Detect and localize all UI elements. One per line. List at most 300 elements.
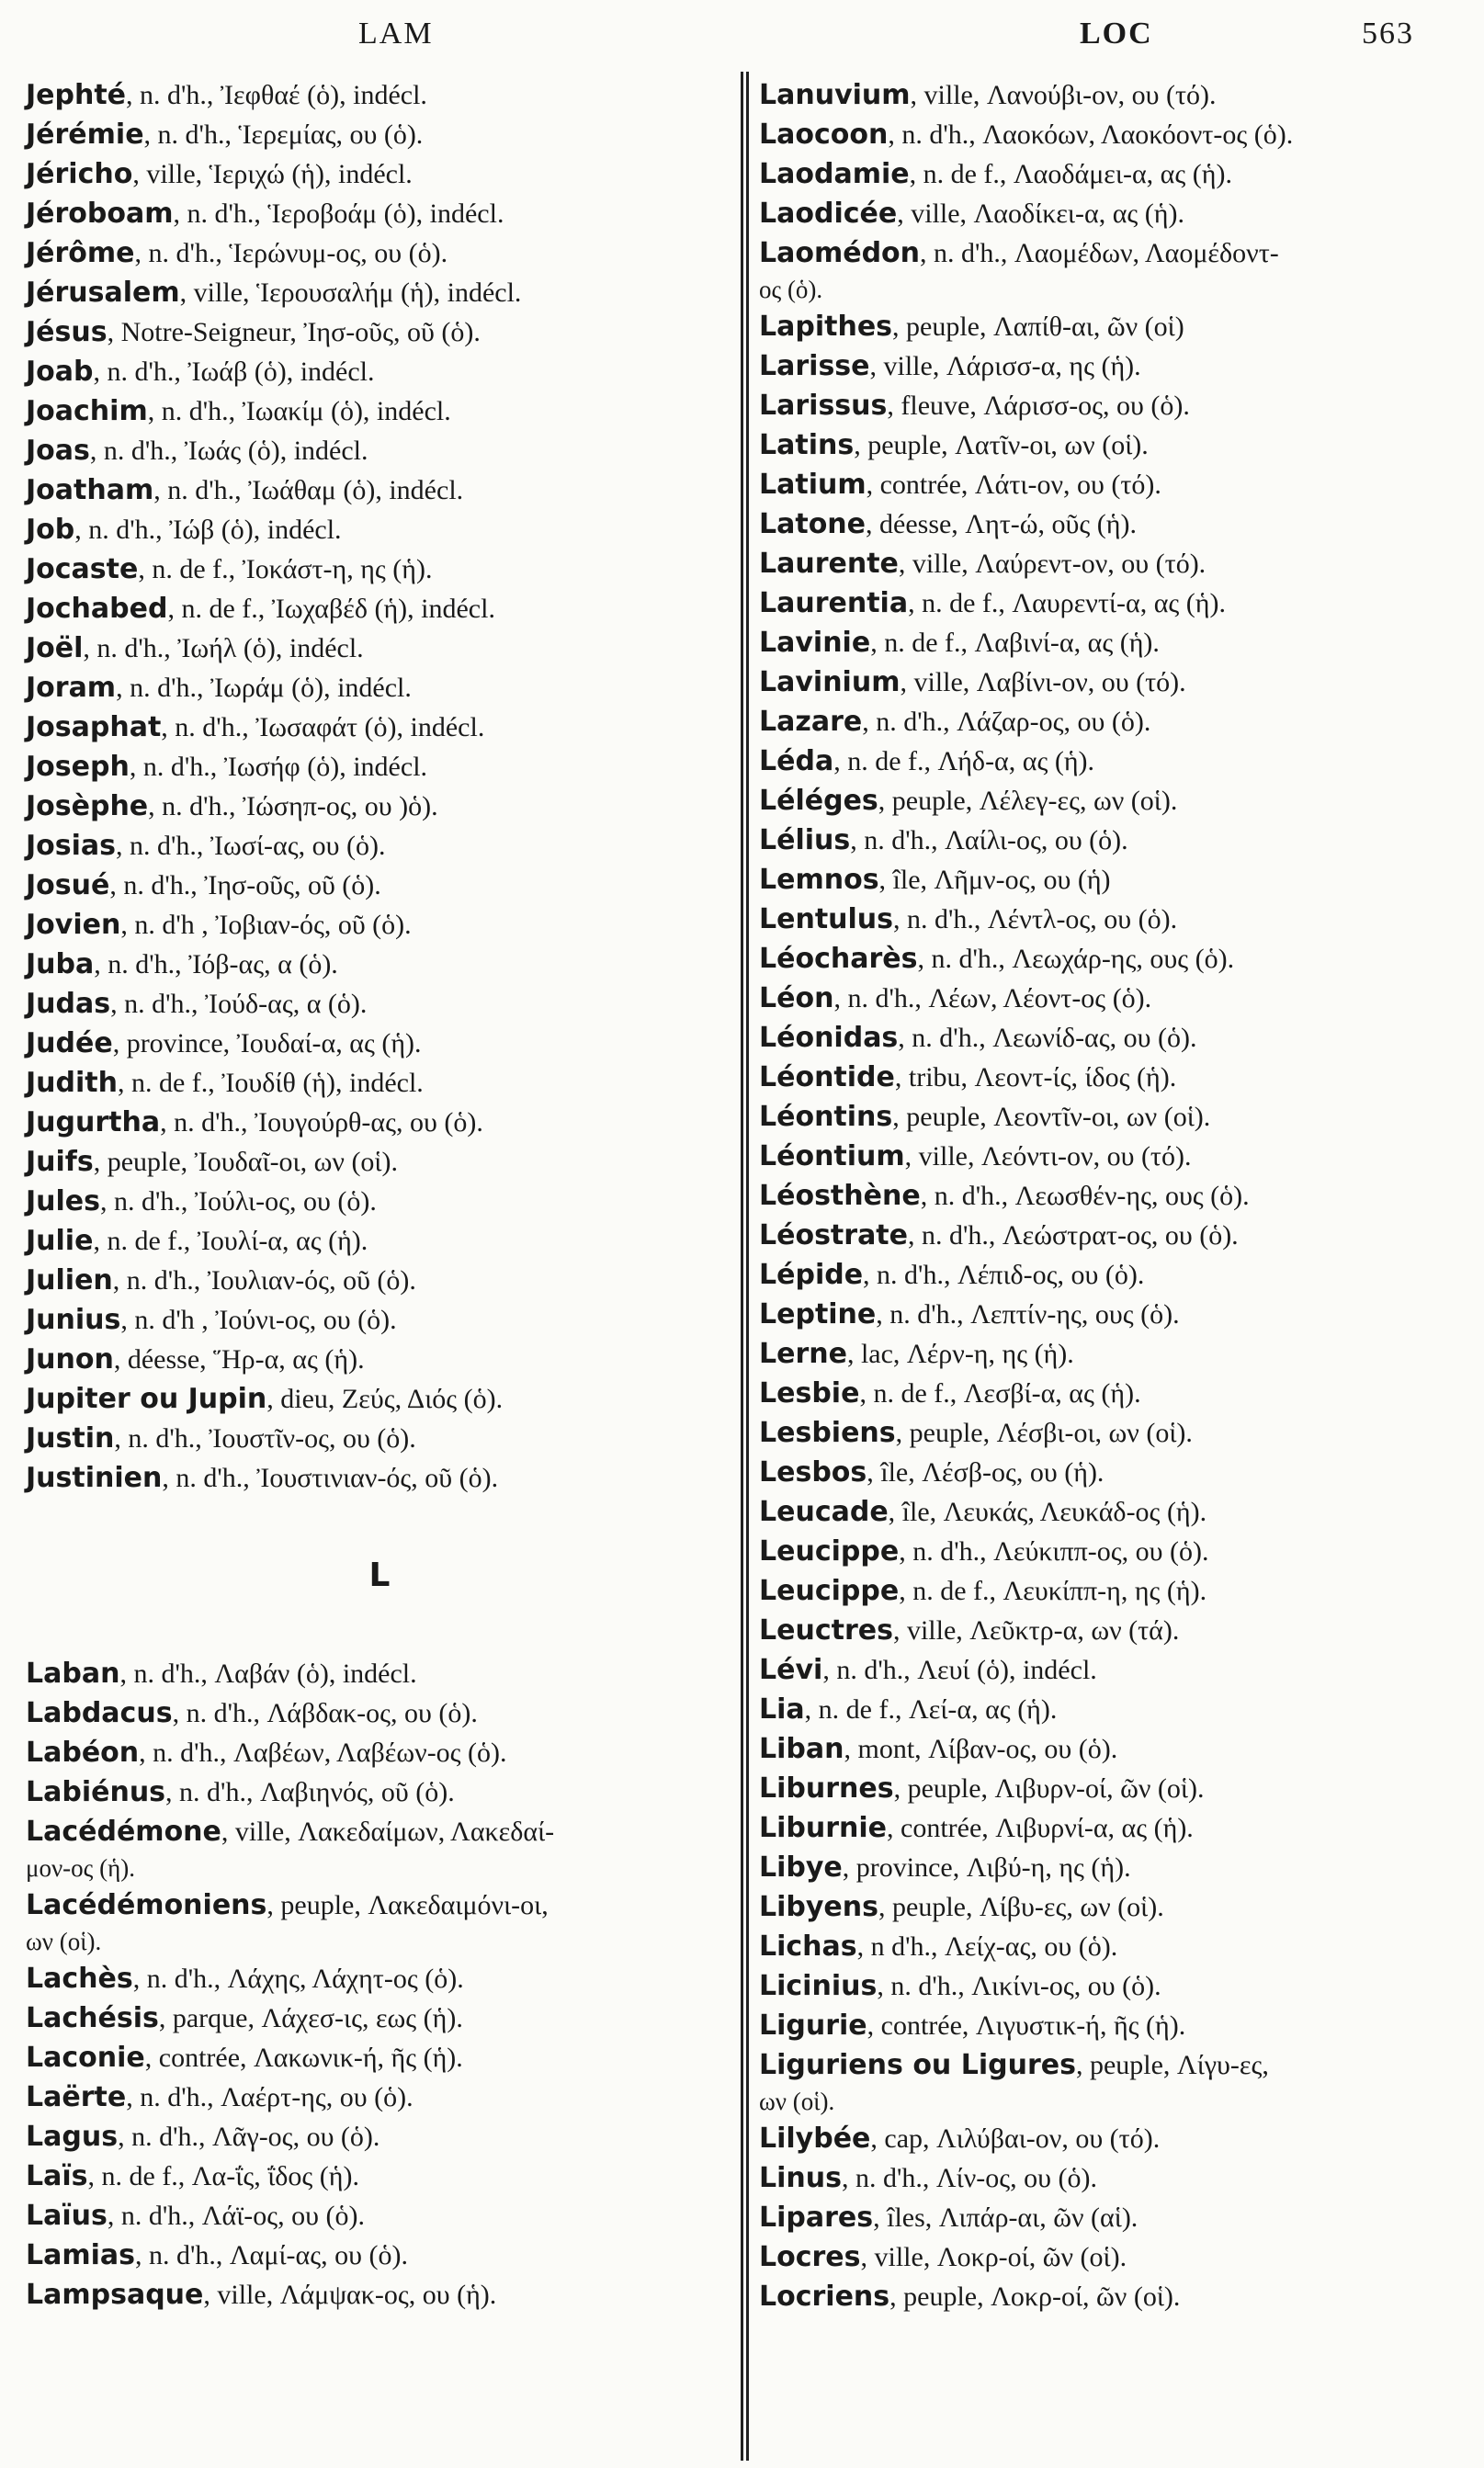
headword: Leucippe <box>759 1575 900 1607</box>
headword: Lélius <box>759 824 851 856</box>
definition: , ville, Λεῦκτρ-α, ων (τά). <box>892 1615 1180 1646</box>
dictionary-entry <box>26 668 733 708</box>
dictionary-entry <box>759 307 1471 346</box>
dictionary-entry <box>26 2117 733 2157</box>
definition: , n. d'h., Λεύκιππ-ος, ου (ὁ). <box>899 1536 1209 1567</box>
definition: , ville, Λακεδαίμων, Λακεδαί- <box>221 1817 555 1847</box>
definition: , peuple, Λεοντῖν-οι, ων (οἱ). <box>892 1102 1211 1132</box>
headword: Larisse <box>759 350 870 382</box>
headword: Léontins <box>759 1101 893 1133</box>
dictionary-entry <box>759 900 1471 939</box>
dictionary-entry <box>26 1654 733 1693</box>
right-column <box>759 75 1471 2316</box>
headword: Josaphat <box>26 711 162 743</box>
headword: Licinius <box>759 1970 878 2002</box>
dictionary-entry <box>759 623 1471 662</box>
definition: , n. d'h., Λᾶγ-ος, ου (ὁ). <box>118 2122 380 2152</box>
dictionary-entry <box>26 1998 733 2038</box>
dictionary-entry <box>26 826 733 866</box>
dictionary-entry <box>759 1808 1471 1848</box>
dictionary-entry <box>26 75 733 115</box>
definition: , n. d'h., Ἱεροβοάμ (ὁ), indécl. <box>173 198 504 229</box>
definition: , peuple, Λοκρ-οί, ῶν (οἱ). <box>889 2281 1181 2312</box>
dictionary-entry <box>26 1182 733 1221</box>
headword: Jules <box>26 1185 101 1217</box>
definition: , n. d'h., Ἰώβ (ὁ), indécl. <box>74 515 342 545</box>
dictionary-entry <box>759 1650 1471 1690</box>
running-head-left: LAM <box>358 17 434 51</box>
column-divider <box>741 72 743 2461</box>
headword: Lavinium <box>759 666 901 698</box>
dictionary-entry <box>26 1103 733 1142</box>
definition: , province, Λιβύ-η, ης (ἡ). <box>842 1852 1131 1883</box>
headword: Joseph <box>26 751 130 783</box>
definition: , n. d'h., Λάϊ-ος, ου (ὁ). <box>107 2201 366 2231</box>
headword: Lachésis <box>26 2002 159 2034</box>
headword: Lachès <box>26 1963 133 1995</box>
headword: Locres <box>759 2241 861 2273</box>
headword: Lamias <box>26 2239 136 2271</box>
definition: , n. de f., Λαβινί-α, ας (ἡ). <box>870 628 1160 658</box>
headword: Léontide <box>759 1061 895 1093</box>
headword: Juifs <box>26 1146 94 1178</box>
definition-continuation: ος (ὁ). <box>759 276 823 303</box>
definition: , ville, Λαύρεντ-ον, ου (τό). <box>898 549 1206 579</box>
definition: , n. d'h., Ἰωάθαμ (ὁ), indécl. <box>153 475 464 505</box>
definition: , n. de f., Ἰωχαβέδ (ἡ), indécl. <box>167 594 495 624</box>
dictionary-entry <box>26 352 733 391</box>
headword: Lerne <box>759 1338 847 1370</box>
definition: , n. d'h., Λάχης, Λάχητ-ος (ὁ). <box>132 1964 464 1994</box>
definition: , n. de f., Λα-ΐς, ΐδος (ἡ). <box>87 2161 359 2191</box>
dictionary-entry <box>759 75 1471 115</box>
definition: , n. de f., Λήδ-α, ας (ἡ). <box>833 746 1095 776</box>
entry-list-j <box>26 75 733 1498</box>
headword: Léosthène <box>759 1180 921 1212</box>
dictionary-entry <box>759 2237 1471 2277</box>
definition-continuation: μον-ος (ἡ). <box>26 1854 135 1882</box>
definition: , n. d'h., Ἰούλι-ος, ου (ὁ). <box>100 1186 377 1217</box>
dictionary-entry <box>759 115 1471 154</box>
definition: , dieu, Ζεύς, Διός (ὁ). <box>266 1384 504 1414</box>
dictionary-entry <box>26 233 733 273</box>
dictionary-entry <box>759 821 1471 860</box>
dictionary-entry <box>26 194 733 233</box>
dictionary-entry <box>759 1334 1471 1374</box>
dictionary-entry <box>26 945 733 984</box>
headword: Léda <box>759 745 834 777</box>
dictionary-entry <box>26 2077 733 2117</box>
dictionary-entry <box>26 1340 733 1379</box>
definition: , contrée, Λιβυρνί-α, ας (ἡ). <box>887 1813 1194 1843</box>
definition: , n. de f., Λεί-α, ας (ἡ). <box>804 1694 1058 1725</box>
definition: , n. d'h., Ἰωάβ (ὁ), indécl. <box>93 357 375 387</box>
dictionary-entry <box>759 2006 1471 2045</box>
page-number: 563 <box>1362 17 1414 51</box>
dictionary-entry <box>759 233 1471 273</box>
headword: Josias <box>26 830 117 862</box>
headword: Leucippe <box>759 1535 900 1568</box>
dictionary-entry <box>759 1690 1471 1729</box>
headword: Joab <box>26 356 94 388</box>
definition: , n. d'h., Ἱερώνυμ-ος, ου (ὁ). <box>134 238 448 268</box>
headword: Lanuvium <box>759 79 911 111</box>
definition: , ville, Ἱερουσαλήμ (ἡ), indécl. <box>179 277 522 308</box>
dictionary-entry <box>26 2275 733 2315</box>
definition: , n. d'h., Λαοκόων, Λαοκόοντ-ος (ὁ). <box>888 119 1294 150</box>
dictionary-entry <box>26 787 733 826</box>
dictionary-entry <box>26 1772 733 1812</box>
dictionary-entry <box>26 589 733 628</box>
definition: , parque, Λάχεσ-ις, εως (ἡ). <box>158 2003 463 2033</box>
column-divider <box>746 72 749 2461</box>
headword: Lesbiens <box>759 1417 896 1449</box>
definition: , n. d'h., Ἰωήλ (ὁ), indécl. <box>83 633 364 663</box>
dictionary-entry <box>759 1453 1471 1492</box>
definition: , n. d'h., Ἰουγούρθ-ας, ου (ὁ). <box>160 1107 483 1138</box>
definition: , province, Ἰουδαί-α, ας (ἡ). <box>112 1028 422 1059</box>
headword: Larissus <box>759 390 888 422</box>
headword: Laïus <box>26 2200 108 2232</box>
definition-continuation: ων (οἱ). <box>759 2088 835 2115</box>
dictionary-entry <box>26 708 733 747</box>
definition: , n. d'h., Ἰούδ-ας, α (ὁ). <box>110 989 368 1019</box>
definition: , ville, Λάμψακ-ος, ου (ἡ). <box>203 2280 497 2310</box>
definition: , n. de f., Λεσβί-α, ας (ἡ). <box>859 1378 1141 1409</box>
definition: , cap, Λιλύβαι-ον, ου (τό). <box>870 2123 1161 2154</box>
definition: , n. d'h., Ἰωσαφάτ (ὁ), indécl. <box>161 712 485 742</box>
headword: Labdacus <box>26 1697 173 1729</box>
headword: Laodamie <box>759 158 910 190</box>
entry-list-l <box>26 1654 733 2315</box>
definition: , n. de f., Λαοδάμει-α, ας (ἡ). <box>909 159 1232 189</box>
definition: , ville, Λανούβι-ον, ου (τό). <box>910 80 1217 110</box>
definition: , n. d'h., Λεπτίν-ης, ους (ὁ). <box>876 1299 1180 1330</box>
dictionary-entry <box>26 1419 733 1458</box>
definition: , peuple, Λατῖν-οι, ων (οἱ). <box>854 430 1149 460</box>
headword: Liban <box>759 1733 844 1765</box>
dictionary-entry <box>759 2277 1471 2316</box>
headword: Labéon <box>26 1737 140 1769</box>
headword: Lagus <box>26 2121 119 2153</box>
headword: Liburnes <box>759 1772 894 1805</box>
dictionary-entry <box>759 1848 1471 1887</box>
definition: , n. d'h., Ἰησ-οῦς, οῦ (ὁ). <box>109 870 381 900</box>
headword: Julie <box>26 1225 94 1257</box>
definition: , n. d'h., Λαβέων, Λαβέων-ος (ὁ). <box>139 1738 507 1768</box>
headword: Josué <box>26 869 110 901</box>
headword: Lesbie <box>759 1377 860 1409</box>
section-letter: L <box>368 1557 391 1594</box>
definition: , n. d'h., Ἰωακίμ (ὁ), indécl. <box>147 396 451 426</box>
headword: Léocharès <box>759 943 918 975</box>
running-head-right: LOC <box>1080 17 1153 51</box>
definition: , ville, Ἱεριχώ (ἡ), indécl. <box>132 159 413 189</box>
headword: Jérémie <box>26 119 144 151</box>
headword: Latone <box>759 508 867 540</box>
definition: , n. d'h., Λεώστρατ-ος, ου (ὁ). <box>908 1220 1239 1251</box>
headword: Junius <box>26 1304 121 1336</box>
headword: Jugurtha <box>26 1106 161 1138</box>
definition: , n. d'h., Λαέρτ-ης, ου (ὁ). <box>126 2082 413 2112</box>
definition: , n. d'h., Ἰουλιαν-ός, οῦ (ὁ). <box>112 1265 416 1296</box>
definition: , contrée, Λακωνικ-ή, ῆς (ἡ). <box>144 2043 463 2073</box>
definition: , ville, Λαβίνι-ον, ου (τό). <box>900 667 1186 697</box>
dictionary-entry <box>759 504 1471 544</box>
dictionary-entry <box>26 1458 733 1498</box>
headword: Lesbos <box>759 1456 867 1489</box>
headword: Julien <box>26 1264 113 1296</box>
definition: , n. d'h., Ἰουστῖν-ος, ου (ὁ). <box>114 1423 416 1454</box>
definition: , n. d'h., Λικίνι-ος, ου (ὁ). <box>877 1971 1161 2001</box>
definition: , peuple, Λαπίθ-αι, ῶν (οἱ) <box>892 311 1184 342</box>
headword: Lemnos <box>759 864 879 896</box>
dictionary-entry <box>26 154 733 194</box>
dictionary-entry <box>759 194 1471 233</box>
definition: , n. de f., Λαυρεντί-α, ας (ἡ). <box>908 588 1226 618</box>
dictionary-entry <box>759 386 1471 425</box>
definition: , n. d'h., Λαμί-ας, ου (ὁ). <box>135 2240 408 2270</box>
definition: , ville, Λοκρ-οί, ῶν (οἱ). <box>860 2242 1127 2272</box>
dictionary-entry <box>26 2236 733 2275</box>
dictionary-entry <box>26 1063 733 1103</box>
dictionary-entry <box>759 1295 1471 1334</box>
dictionary-entry <box>759 2119 1471 2158</box>
dictionary-entry <box>26 115 733 154</box>
definition: , n. de f., Ἰουλί-α, ας (ἡ). <box>93 1226 368 1256</box>
dictionary-entry <box>759 1769 1471 1808</box>
dictionary-entry <box>759 1058 1471 1097</box>
definition: , n. d'h., Λέων, Λέοντ-ος (ὁ). <box>833 983 1152 1013</box>
headword: Junon <box>26 1343 114 1376</box>
definition: , n. d'h., Λάβδακ-ος, ου (ὁ). <box>172 1698 478 1728</box>
dictionary-entry <box>759 465 1471 504</box>
definition: , ville, Λάρισσ-α, ης (ἡ). <box>869 351 1141 381</box>
left-column <box>26 75 733 2315</box>
definition: , île, Λῆμν-ος, ου (ἡ) <box>878 865 1111 895</box>
dictionary-entry <box>26 312 733 352</box>
definition: , n. d'h., Ἰωσί-ας, ου (ὁ). <box>116 831 386 861</box>
headword: Job <box>26 514 75 546</box>
headword: Laomédon <box>759 237 921 269</box>
headword: Lacédémone <box>26 1816 221 1848</box>
definition: , peuple, Λίβυ-ες, ων (οἱ). <box>878 1892 1164 1922</box>
headword: Joram <box>26 672 117 704</box>
dictionary-entry <box>26 984 733 1024</box>
headword: Liburnie <box>759 1812 888 1844</box>
dictionary-entry <box>759 1097 1471 1137</box>
definition: , mont, Λίβαν-ος, ου (ὁ). <box>844 1734 1118 1764</box>
headword: Lépide <box>759 1259 864 1291</box>
dictionary-entry <box>759 2045 1471 2085</box>
definition: , île, Λέσβ-ος, ου (ἡ). <box>867 1457 1105 1488</box>
definition: , n. d'h., Λεωχάρ-ης, ους (ὁ). <box>917 944 1235 974</box>
definition: , ville, Λεόντι-ον, ου (τό). <box>904 1141 1192 1172</box>
dictionary-entry <box>26 391 733 431</box>
headword: Ligurie <box>759 2009 867 2042</box>
headword: Léon <box>759 982 834 1014</box>
dictionary-entry <box>759 544 1471 583</box>
dictionary-entry <box>26 905 733 945</box>
definition: , n. de f., Λευκίππ-η, ης (ἡ). <box>899 1576 1207 1606</box>
dictionary-entry <box>759 1729 1471 1769</box>
definition: , déesse, Ἥρ-α, ας (ἡ). <box>113 1344 365 1375</box>
dictionary-entry <box>26 866 733 905</box>
dictionary-entry <box>759 1966 1471 2006</box>
dictionary-entry <box>26 1693 733 1733</box>
dictionary-entry <box>759 1413 1471 1453</box>
dictionary-entry <box>759 742 1471 781</box>
dictionary-entry <box>759 1216 1471 1255</box>
headword: Lacédémoniens <box>26 1889 267 1921</box>
definition: , île, Λευκάς, Λευκάδ-ος (ἡ). <box>888 1497 1207 1527</box>
dictionary-entry <box>759 1176 1471 1216</box>
dictionary-entry <box>759 346 1471 386</box>
definition: , n. d'h , Ἰούνι-ος, ου (ὁ). <box>120 1305 397 1335</box>
headword: Leucade <box>759 1496 889 1528</box>
definition: , peuple, Λίγυ-ες, <box>1075 2050 1269 2080</box>
dictionary-entry <box>26 2157 733 2196</box>
headword: Laërte <box>26 2081 127 2113</box>
definition: , lac, Λέρν-η, ης (ἡ). <box>846 1339 1074 1369</box>
headword: Josèphe <box>26 790 149 822</box>
dictionary-entry <box>759 1571 1471 1611</box>
definition: , peuple, Ἰουδαῖ-οι, ων (οἱ). <box>93 1147 398 1177</box>
definition: , n. d'h., Λαίλι-ος, ου (ὁ). <box>850 825 1128 855</box>
dictionary-entry <box>26 1221 733 1261</box>
headword: Lia <box>759 1693 805 1726</box>
definition: , fleuve, Λάρισσ-ος, ου (ὁ). <box>887 391 1190 421</box>
headword: Lazare <box>759 706 863 738</box>
definition: , peuple, Λέσβι-οι, ων (οἱ). <box>895 1418 1193 1448</box>
dictionary-entry <box>26 2038 733 2077</box>
definition: , n. d'h., Ἰωσήφ (ὁ), indécl. <box>129 752 428 782</box>
definition: , n. d'h., Ἰεφθαέ (ὁ), indécl. <box>126 80 427 110</box>
headword: Laconie <box>26 2042 145 2074</box>
definition: , déesse, Λητ-ώ, οῦς (ἡ). <box>866 509 1137 539</box>
definition: , peuple, Λέλεγ-ες, ων (οἱ). <box>878 786 1178 816</box>
definition: , n. d'h., Λέπιδ-ος, ου (ὁ). <box>863 1260 1145 1290</box>
headword: Léontium <box>759 1140 905 1172</box>
dictionary-entry <box>759 1137 1471 1176</box>
dictionary-entry <box>26 1379 733 1419</box>
headword: Joachim <box>26 395 148 427</box>
headword: Linus <box>759 2162 842 2194</box>
headword: Jochabed <box>26 593 168 625</box>
definition: , n. d'h., Ἰώσηπ-ος, ου )ὁ). <box>148 791 438 821</box>
headword: Laurentia <box>759 587 909 619</box>
headword: Laodicée <box>759 198 898 230</box>
dictionary-entry <box>759 1018 1471 1058</box>
dictionary-entry <box>759 781 1471 821</box>
dictionary-entry <box>759 154 1471 194</box>
headword: Jéroboam <box>26 198 174 230</box>
definition: , n. d'h., Ἰουστινιαν-ός, οῦ (ὁ). <box>162 1463 499 1493</box>
dictionary-entry <box>759 583 1471 623</box>
definition: , ville, Λαοδίκει-α, ας (ἡ). <box>897 198 1184 229</box>
headword: Leuctres <box>759 1614 893 1647</box>
headword: Libye <box>759 1851 843 1884</box>
headword: Judas <box>26 988 111 1020</box>
headword: Justin <box>26 1422 115 1455</box>
dictionary-entry <box>759 1927 1471 1966</box>
headword: Judée <box>26 1027 113 1059</box>
dictionary-entry <box>26 273 733 312</box>
definition: , n. d'h., Λίν-ος, ου (ὁ). <box>841 2163 1097 2193</box>
definition: , peuple, Λιβυρν-οί, ῶν (οἱ). <box>893 1773 1205 1804</box>
headword: Laïs <box>26 2160 88 2192</box>
definition: , n. d'h., Ἰωράμ (ὁ), indécl. <box>116 673 412 703</box>
dictionary-entry <box>26 747 733 787</box>
headword: Locriens <box>759 2281 890 2313</box>
headword: Jésus <box>26 316 108 348</box>
definition: , contrée, Λάτι-ον, ου (τό). <box>866 470 1161 500</box>
dictionary-entry <box>26 1300 733 1340</box>
dictionary-entry <box>759 2158 1471 2198</box>
definition: , îles, Λιπάρ-αι, ῶν (αἱ). <box>873 2202 1138 2233</box>
dictionary-entry <box>26 510 733 549</box>
headword: Joas <box>26 435 90 467</box>
dictionary-entry <box>759 860 1471 900</box>
headword: Lichas <box>759 1930 857 1963</box>
definition: , n. d'h., Λεωνίδ-ας, ου (ὁ). <box>898 1023 1197 1053</box>
definition: , n. d'h., Λεωσθέν-ης, ους (ὁ). <box>920 1181 1250 1211</box>
definition: , n. d'h., Ἰωάς (ὁ), indécl. <box>89 436 368 466</box>
headword: Laban <box>26 1658 120 1690</box>
headword: Jephté <box>26 79 127 111</box>
headword: Labiénus <box>26 1776 166 1808</box>
headword: Justinien <box>26 1462 163 1494</box>
headword: Laocoon <box>759 119 889 151</box>
dictionary-entry <box>759 979 1471 1018</box>
dictionary-entry <box>26 1142 733 1182</box>
headword: Latium <box>759 469 867 501</box>
headword: Jovien <box>26 909 121 941</box>
definition: , n. d'h., Λάζαρ-ος, ου (ὁ). <box>862 707 1151 737</box>
dictionary-entry <box>26 549 733 589</box>
dictionary-entry <box>26 431 733 470</box>
definition: , n. de f., Ἰουδίθ (ἡ), indécl. <box>117 1068 424 1098</box>
headword: Jérusalem <box>26 277 180 309</box>
entry-list-right <box>759 75 1471 2316</box>
dictionary-entry <box>26 470 733 510</box>
headword: Liguriens ou Ligures <box>759 2049 1076 2081</box>
headword: Lapithes <box>759 311 893 343</box>
dictionary-entry <box>759 702 1471 742</box>
headword: Joatham <box>26 474 154 506</box>
dictionary-entry <box>26 1959 733 1998</box>
definition: , n. d'h., Ἰόβ-ας, α (ὁ). <box>94 949 338 979</box>
headword: Joël <box>26 632 84 664</box>
dictionary-entry <box>759 939 1471 979</box>
dictionary-entry <box>759 425 1471 465</box>
definition: , n d'h., Λείχ-ας, ου (ὁ). <box>856 1931 1118 1962</box>
headword: Léostrate <box>759 1219 908 1251</box>
headword: Lévi <box>759 1654 823 1686</box>
headword: Judith <box>26 1067 118 1099</box>
page-header <box>0 0 1484 64</box>
headword: Juba <box>26 948 95 980</box>
headword: Lentulus <box>759 903 894 935</box>
definition: , contrée, Λιγυστικ-ή, ῆς (ἡ). <box>867 2010 1186 2041</box>
headword: Jupiter ou Jupin <box>26 1383 267 1415</box>
definition: , n. d'h., Λευί (ὁ), indécl. <box>822 1655 1097 1685</box>
headword: Léléges <box>759 785 878 817</box>
definition: , n. de f., Ἰοκάστ-η, ης (ἡ). <box>138 554 433 584</box>
definition: , n. d'h., Λαομέδων, Λαομέδοντ- <box>920 238 1279 268</box>
definition: , n. d'h., Λέντλ-ος, ου (ὁ). <box>893 904 1178 934</box>
headword: Leptine <box>759 1298 877 1330</box>
